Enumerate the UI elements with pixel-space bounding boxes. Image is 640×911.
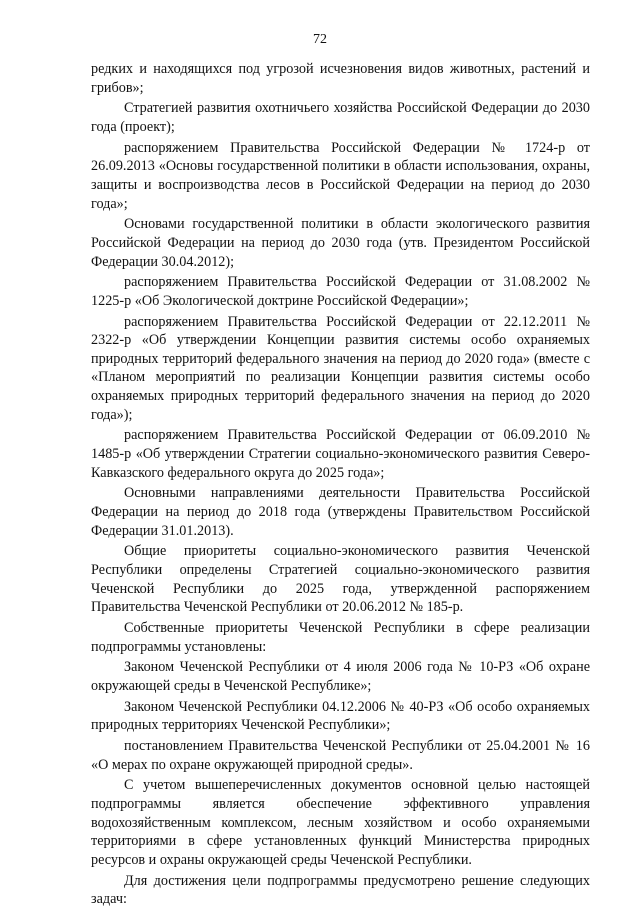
paragraph: Основами государственной политики в области экологического развития Российской Федерации на период до 2030 года (утв. Президентом Российской Федерации 30.04.2012); bbox=[91, 216, 590, 270]
document-body bbox=[91, 60, 590, 911]
paragraph: распоряжением Правительства Российской Федерации № 1724-р от 26.09.2013 «Основы государственной политики в области использования, охраны, защиты и воспроизводства лесов в Российской Федерации на период до 2030 года»; bbox=[91, 139, 590, 212]
paragraph: Собственные приоритеты Чеченской Республики в сфере реализации подпрограммы установлены: bbox=[91, 619, 590, 655]
paragraph: Стратегией развития охотничьего хозяйства Российской Федерации до 2030 года (проект); bbox=[91, 100, 590, 135]
paragraph: Законом Чеченской Республики от 4 июля 2006 года № 10-РЗ «Об охране окружающей среды в Чеченской Республике»; bbox=[91, 659, 590, 694]
paragraph: Для достижения цели подпрограммы предусмотрено решение следующих задач: bbox=[91, 872, 590, 908]
paragraph: Общие приоритеты социально-экономического развития Чеченской Республики определены Стратегией социально-экономического развития Чеченской Республики до 2025 года, утвержденной распоряжением Правительства Чеченской Республики от 20.06.2012 № 185-р. bbox=[91, 543, 590, 616]
paragraph: распоряжением Правительства Российской Федерации от 06.09.2010 № 1485-р «Об утверждении Стратегии социально-экономического развития Северо-Кавказского федерального округа до 2025 года»; bbox=[91, 427, 590, 481]
paragraph: редких и находящихся под угрозой исчезновения видов животных, растений и грибов»; bbox=[91, 61, 590, 96]
paragraph: Основными направлениями деятельности Правительства Российской Федерации на период до 2018 года (утверждены Правительством Российской Федерации 31.01.2013). bbox=[91, 485, 590, 539]
paragraph: С учетом вышеперечисленных документов основной целью настоящей подпрограммы является обеспечение эффективного управления водохозяйственным комплексом, лесным хозяйством и особо охраняемыми территориями в сфере установленных функций Министерства природных ресурсов и охраны окружающей среды Чеченской Республики. bbox=[91, 777, 590, 868]
paragraph: распоряжением Правительства Российской Федерации от 22.12.2011 № 2322-р «Об утверждении Концепции развития системы особо охраняемых природных территорий федерального значения на период до 2020 года» (вместе с «Планом мероприятий по реализации Концепции развития системы особо охраняемых природных территорий федерального значения на период до 2020 года»); bbox=[91, 313, 590, 423]
paragraph: постановлением Правительства Чеченской Республики от 25.04.2001 № 16 «О мерах по охране окружающей природной среды». bbox=[91, 738, 590, 773]
page-number: 72 bbox=[313, 32, 327, 47]
paragraph: распоряжением Правительства Российской Федерации от 31.08.2002 № 1225-р «Об Экологической доктрине Российской Федерации»; bbox=[91, 274, 590, 309]
paragraph: Законом Чеченской Республики 04.12.2006 № 40-РЗ «Об особо охраняемых природных территориях Чеченской Республики»; bbox=[91, 698, 590, 734]
